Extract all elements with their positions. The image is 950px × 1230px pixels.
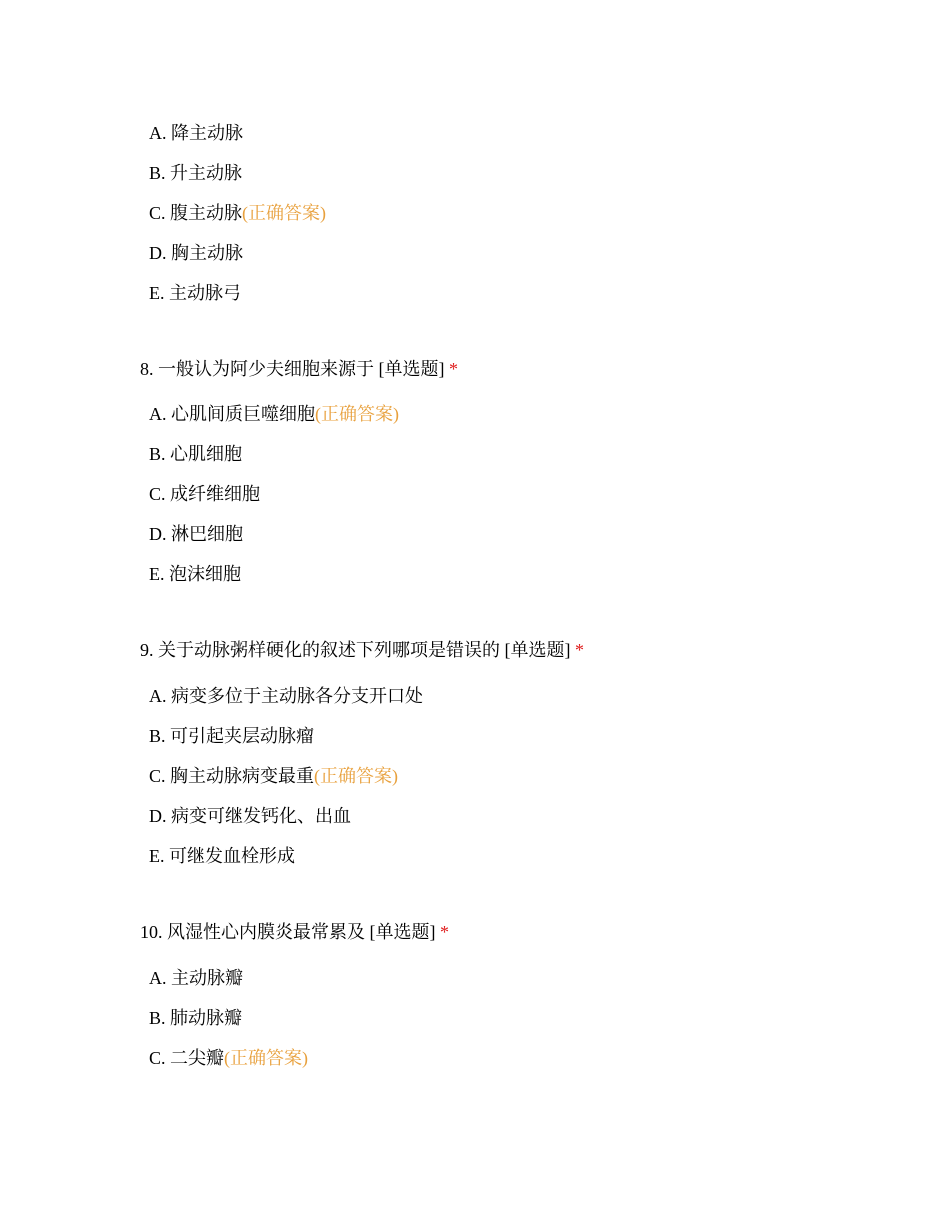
option-letter: C.: [149, 1048, 166, 1068]
option-q8-b: [149, 442, 242, 466]
option-q7-e: [149, 281, 241, 305]
option-q9-c: [149, 764, 398, 788]
option-letter: E.: [149, 283, 165, 303]
option-q9-b: [149, 724, 314, 748]
question-title-8: [140, 357, 458, 381]
option-letter: B.: [149, 726, 166, 746]
option-q10-a: [149, 966, 243, 990]
option-text: 升主动脉: [170, 163, 243, 183]
required-star: *: [449, 359, 458, 379]
correct-answer-mark: (正确答案): [242, 203, 327, 223]
option-letter: A.: [149, 404, 167, 424]
option-letter: B.: [149, 444, 166, 464]
option-letter: B.: [149, 163, 166, 183]
correct-answer-mark: (正确答案): [314, 766, 399, 786]
option-text: 病变可继发钙化、出血: [171, 806, 351, 826]
option-text: 降主动脉: [171, 123, 243, 143]
option-letter: E.: [149, 846, 165, 866]
option-text: 泡沫细胞: [169, 564, 241, 584]
option-text: 胸主动脉: [171, 243, 243, 263]
option-text: 心肌间质巨噬细胞: [171, 404, 315, 424]
option-text: 腹主动脉: [170, 203, 243, 223]
question-text: 10. 风湿性心内膜炎最常累及 [单选题]: [140, 922, 436, 942]
option-letter: C.: [149, 203, 166, 223]
option-text: 成纤维细胞: [170, 484, 261, 504]
option-q7-b: [149, 161, 242, 185]
option-letter: D.: [149, 524, 167, 544]
option-q8-c: [149, 482, 260, 506]
option-letter: C.: [149, 484, 166, 504]
question-title-9: [140, 638, 584, 662]
option-text: 心肌细胞: [170, 444, 243, 464]
option-q10-c: [149, 1046, 308, 1070]
option-text: 可引起夹层动脉瘤: [170, 726, 315, 746]
correct-answer-mark: (正确答案): [224, 1048, 309, 1068]
option-text: 胸主动脉病变最重: [170, 766, 315, 786]
option-q7-d: [149, 241, 243, 265]
question-text: 9. 关于动脉粥样硬化的叙述下列哪项是错误的 [单选题]: [140, 640, 571, 660]
correct-answer-mark: (正确答案): [315, 404, 399, 424]
option-text: 主动脉弓: [169, 283, 241, 303]
required-star: *: [440, 922, 449, 942]
option-letter: A.: [149, 123, 167, 143]
option-letter: C.: [149, 766, 166, 786]
option-q9-d: [149, 804, 351, 828]
question-text: 8. 一般认为阿少夫细胞来源于 [单选题]: [140, 359, 445, 379]
option-q8-e: [149, 562, 241, 586]
required-star: *: [575, 640, 584, 660]
option-text: 主动脉瓣: [171, 968, 243, 988]
option-letter: D.: [149, 243, 167, 263]
option-q7-c: [149, 201, 326, 225]
option-text: 可继发血栓形成: [169, 846, 295, 866]
option-q7-a: [149, 121, 243, 145]
option-q9-e: [149, 844, 295, 868]
question-title-10: [140, 920, 449, 944]
option-letter: A.: [149, 968, 167, 988]
option-text: 二尖瓣: [170, 1048, 225, 1068]
option-q8-a: [149, 402, 399, 426]
option-letter: B.: [149, 1008, 166, 1028]
option-q10-b: [149, 1006, 242, 1030]
option-text: 病变多位于主动脉各分支开口处: [171, 686, 423, 706]
option-text: 淋巴细胞: [171, 524, 243, 544]
option-text: 肺动脉瓣: [170, 1008, 243, 1028]
option-letter: D.: [149, 806, 167, 826]
option-letter: E.: [149, 564, 165, 584]
option-letter: A.: [149, 686, 167, 706]
option-q8-d: [149, 522, 243, 546]
option-q9-a: [149, 684, 423, 708]
